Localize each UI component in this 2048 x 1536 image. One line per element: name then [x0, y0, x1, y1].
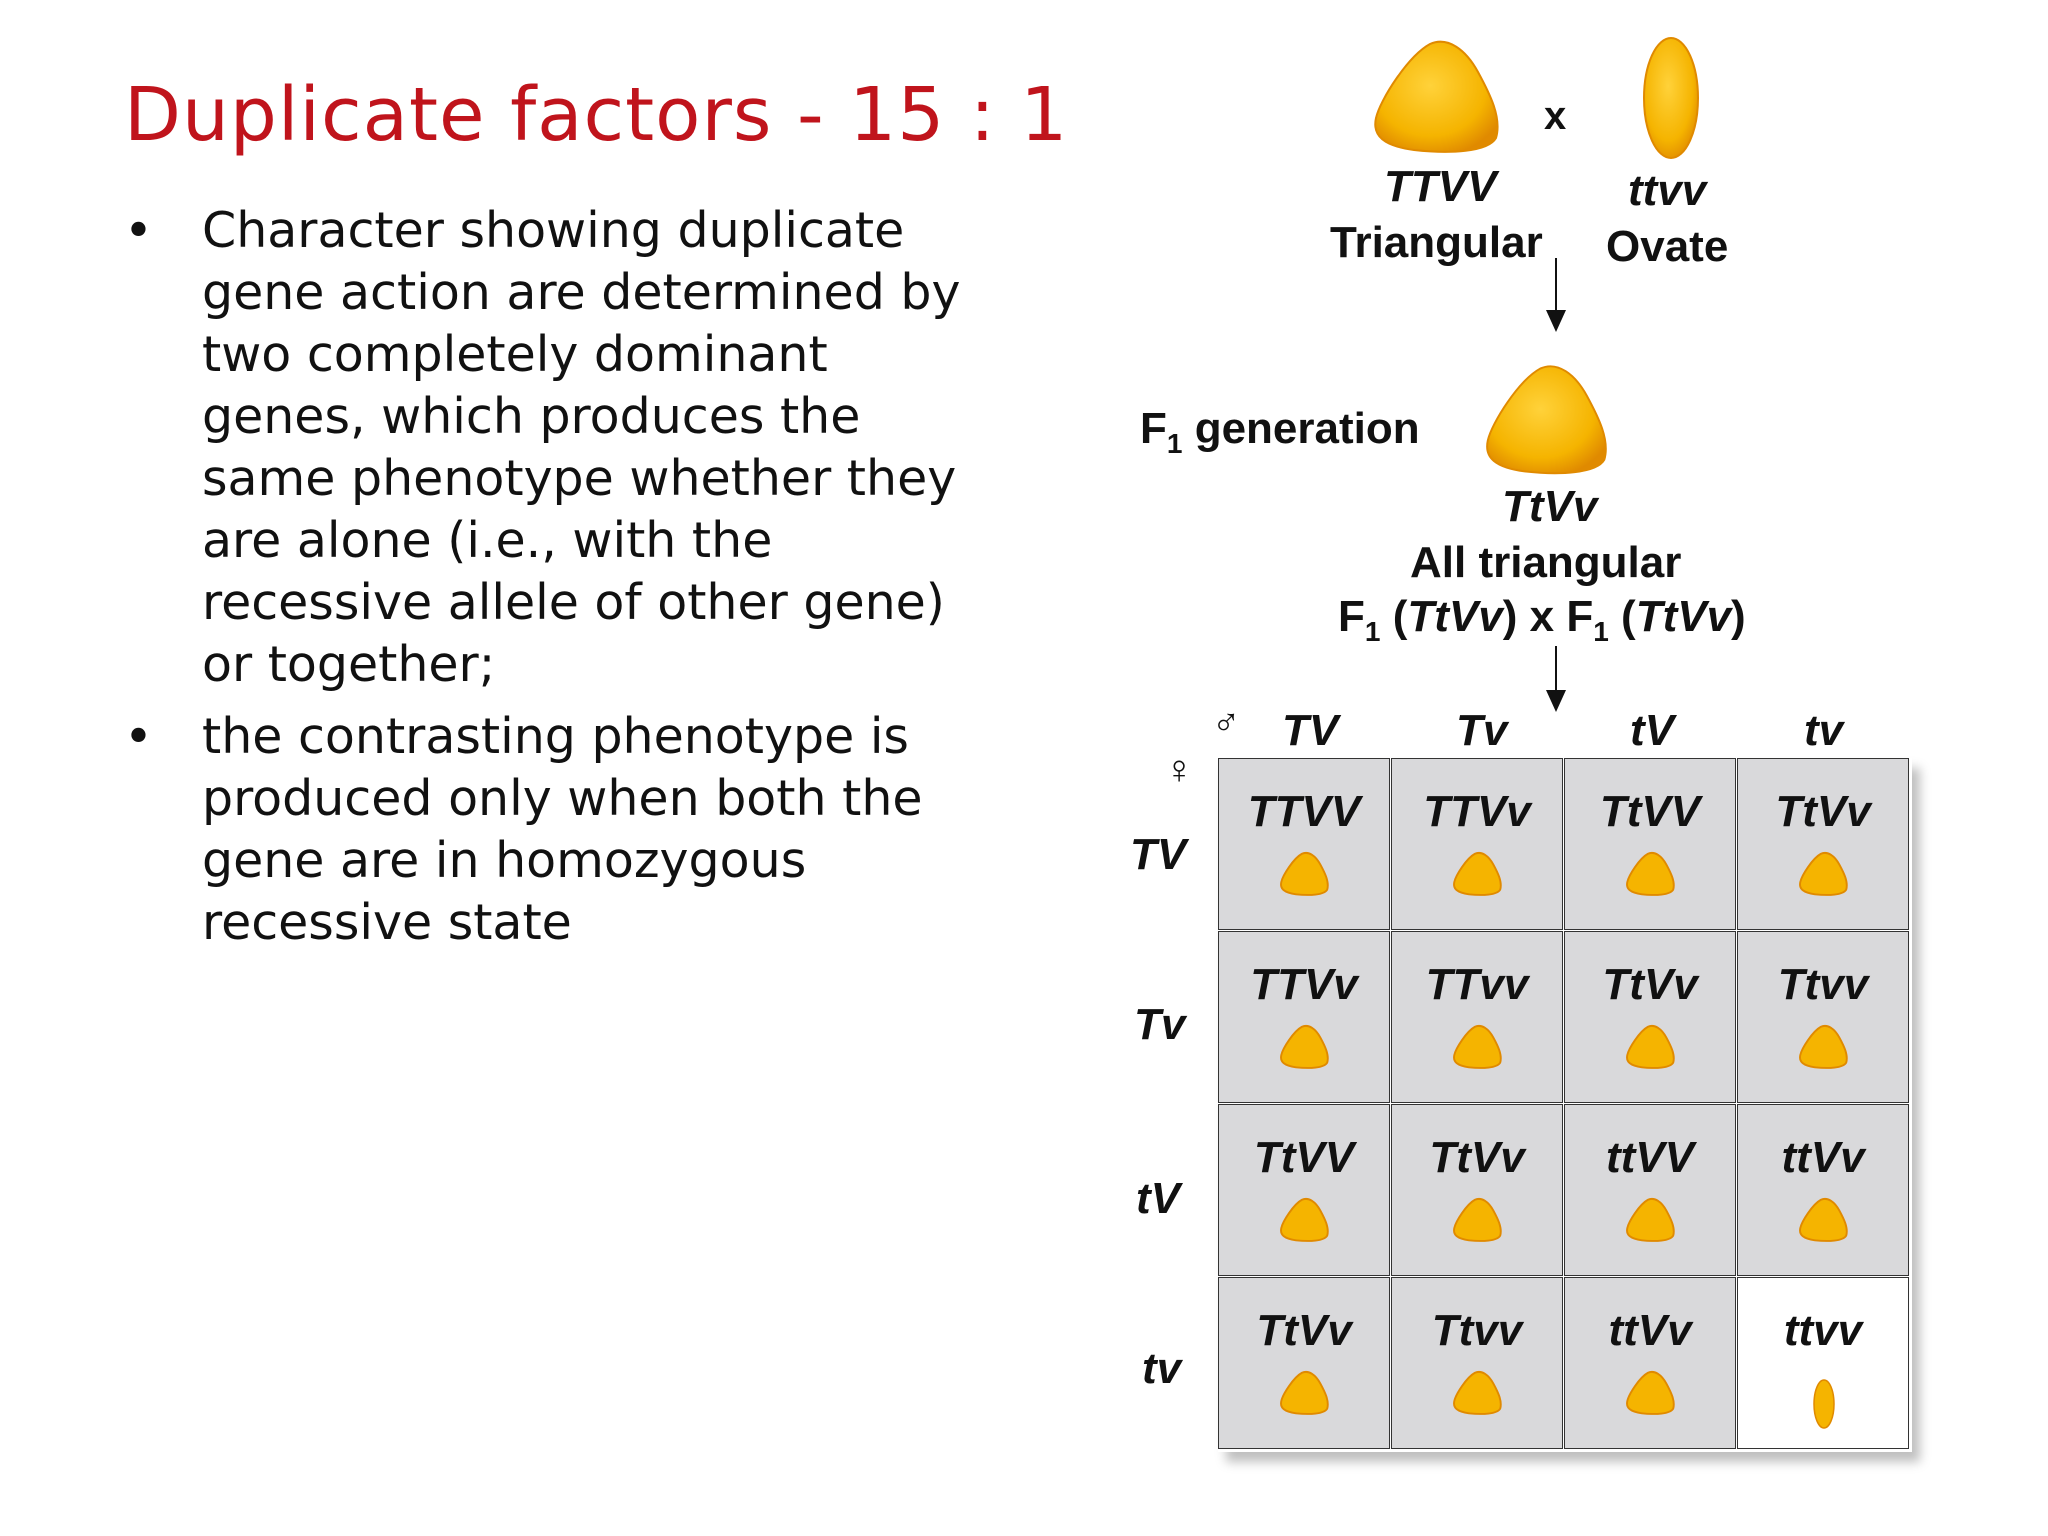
arrow-down — [1555, 646, 1557, 696]
triangular-capsule-icon — [1798, 1024, 1850, 1070]
f1-phenotype: All triangular — [1410, 538, 1682, 587]
triangular-capsule-parent1 — [1370, 38, 1506, 156]
punnett-cell — [1218, 1277, 1390, 1449]
punnett-cell — [1391, 758, 1563, 930]
cell-genotype: Ttvv — [1777, 960, 1869, 1009]
col-header-tV: tV — [1630, 706, 1674, 755]
punnett-cell — [1737, 931, 1909, 1103]
punnett-cell — [1564, 1104, 1736, 1276]
cell-genotype: TtVV — [1599, 787, 1701, 836]
cell-genotype: ttVv — [1781, 1133, 1865, 1182]
bullet-dot: • — [124, 202, 153, 259]
row-header-tV: tV — [1136, 1174, 1180, 1223]
triangular-capsule-icon — [1625, 1024, 1677, 1070]
punnett-cell — [1564, 758, 1736, 930]
punnett-cell — [1737, 758, 1909, 930]
row-header-tv: tv — [1142, 1344, 1182, 1393]
bullet-item — [124, 200, 1004, 696]
punnett-cell — [1391, 1104, 1563, 1276]
bullet-list — [124, 200, 1004, 964]
ovate-capsule-parent2 — [1640, 34, 1702, 162]
punnett-cell — [1391, 931, 1563, 1103]
cell-genotype: TTVV — [1247, 787, 1361, 836]
punnett-square — [1218, 758, 1912, 1452]
triangular-capsule-icon — [1452, 851, 1504, 897]
triangular-capsule-icon — [1798, 851, 1850, 897]
f1-genotype: TtVv — [1502, 482, 1598, 531]
cell-genotype: TTVv — [1250, 960, 1358, 1009]
bullet-item — [124, 706, 1004, 954]
ovate-capsule-icon — [1812, 1378, 1836, 1430]
row-header-TV: TV — [1130, 830, 1187, 879]
arrow-down — [1555, 258, 1557, 318]
col-header-Tv: Tv — [1456, 706, 1508, 755]
parent1-genotype: TTVV — [1384, 162, 1497, 211]
cell-genotype: ttVV — [1606, 1133, 1694, 1182]
triangular-capsule-icon — [1625, 851, 1677, 897]
cell-genotype: TtVv — [1775, 787, 1871, 836]
cell-genotype: TTVv — [1423, 787, 1531, 836]
male-symbol: ♂ — [1212, 702, 1241, 744]
triangular-capsule-icon — [1625, 1197, 1677, 1243]
triangular-capsule-icon — [1452, 1197, 1504, 1243]
cell-genotype: TtVv — [1256, 1306, 1352, 1355]
triangular-capsule-icon — [1798, 1197, 1850, 1243]
row-header-Tv: Tv — [1134, 1000, 1186, 1049]
punnett-cell — [1218, 931, 1390, 1103]
parent1-phenotype: Triangular — [1330, 218, 1543, 267]
triangular-capsule-icon — [1279, 1024, 1331, 1070]
col-header-tv: tv — [1804, 706, 1844, 755]
bullet-dot: • — [124, 708, 153, 765]
punnett-cell — [1564, 931, 1736, 1103]
cell-genotype: ttVv — [1608, 1306, 1692, 1355]
female-symbol: ♀ — [1164, 748, 1194, 792]
arrowhead — [1546, 690, 1566, 712]
triangular-capsule-icon — [1279, 1197, 1331, 1243]
cell-genotype: TtVV — [1253, 1133, 1355, 1182]
slide-title: Duplicate factors - 15 : 1 — [124, 72, 1069, 158]
triangular-capsule-f1 — [1482, 362, 1614, 478]
triangular-capsule-icon — [1625, 1370, 1677, 1416]
parent2-genotype: ttvv — [1628, 166, 1707, 215]
cell-genotype: TtVv — [1602, 960, 1698, 1009]
triangular-capsule-icon — [1279, 1370, 1331, 1416]
col-header-TV: TV — [1282, 706, 1339, 755]
punnett-cell — [1564, 1277, 1736, 1449]
triangular-capsule-icon — [1452, 1370, 1504, 1416]
cell-genotype: Ttvv — [1431, 1306, 1523, 1355]
f1-cross-label: $F_1$ (TtVv) x $F_1$ (TtVv) — [1338, 592, 1746, 647]
triangular-capsule-icon — [1279, 851, 1331, 897]
cross-symbol: x — [1544, 94, 1567, 138]
bullet-text: Character showing duplicate gene action are determined by two completely dominant genes, which produces the same phenotype whether they are alone (i.e., with the recessive allele of other gene) or together; — [202, 202, 961, 693]
cell-genotype: TtVv — [1429, 1133, 1525, 1182]
arrowhead — [1546, 310, 1566, 332]
bullet-text: the contrasting phenotype is produced only when both the gene are in homozygous recessive state — [202, 708, 923, 951]
triangular-capsule-icon — [1452, 1024, 1504, 1070]
parent2-phenotype: Ovate — [1606, 222, 1729, 271]
punnett-cell — [1218, 1104, 1390, 1276]
punnett-cell — [1737, 1104, 1909, 1276]
punnett-cell — [1218, 758, 1390, 930]
cell-genotype: TTvv — [1425, 960, 1529, 1009]
f1-generation-label: $F_1$ generation — [1140, 404, 1420, 459]
punnett-cell — [1737, 1277, 1909, 1449]
punnett-cell — [1391, 1277, 1563, 1449]
cell-genotype: ttvv — [1783, 1306, 1863, 1355]
